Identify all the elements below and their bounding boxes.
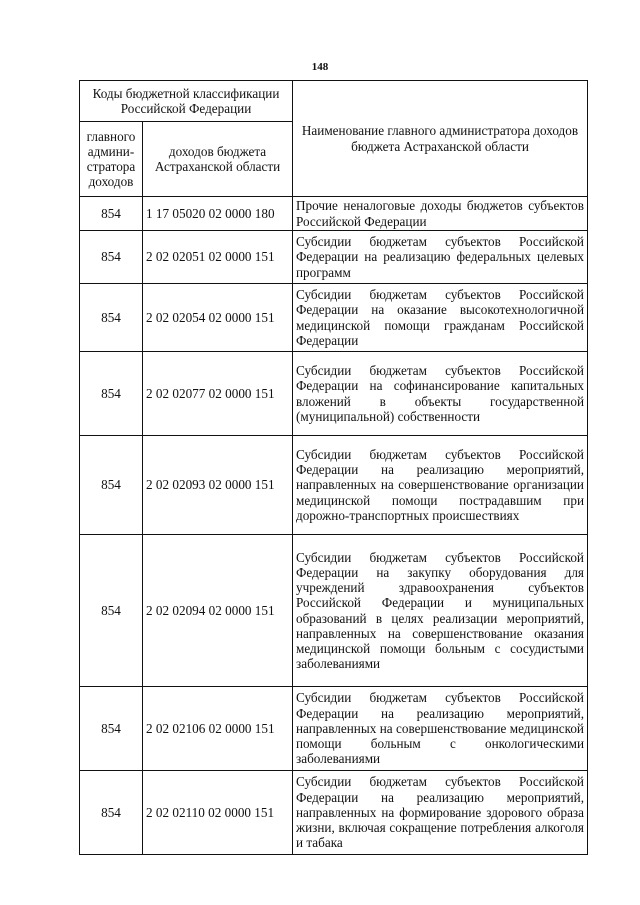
- administrator-name-cell: Субсидии бюджетам субъектов Российской Федерации на закупку оборудования для учреждений здравоохранения субъектов Российской Федерации и муниципальных образований в целях реализации мероприятий, направленных на совершенствование оказания медицинской помощи больным с сосудистыми заболеваниями: [293, 535, 588, 687]
- table-row: [80, 535, 588, 687]
- income-code-cell: 2 02 02051 02 0000 151: [143, 231, 293, 284]
- admin-code-cell: 854: [80, 231, 143, 284]
- income-code-cell: 2 02 02106 02 0000 151: [143, 687, 293, 771]
- table-row: [80, 197, 588, 231]
- header-main-administrator: главного админи-стратора доходов: [80, 122, 143, 197]
- admin-code-cell: 854: [80, 284, 143, 352]
- administrator-name-cell: Субсидии бюджетам субъектов Российской Федерации на реализацию мероприятий, направленных на совершенствование медицинской помощи больным с онкологическими заболеваниями: [293, 687, 588, 771]
- table-row: [80, 352, 588, 436]
- page-number: 148: [311, 61, 329, 73]
- budget-classification-table: [79, 80, 588, 855]
- income-code-cell: 2 02 02054 02 0000 151: [143, 284, 293, 352]
- admin-code-cell: 854: [80, 687, 143, 771]
- table-row: [80, 687, 588, 771]
- table-row: [80, 436, 588, 535]
- admin-code-cell: 854: [80, 352, 143, 436]
- administrator-name-cell: Субсидии бюджетам субъектов Российской Федерации на реализацию федеральных целевых программ: [293, 231, 588, 284]
- administrator-name-cell: Субсидии бюджетам субъектов Российской Федерации на реализацию мероприятий, направленных на совершенствование организации медицинской помощи пострадавшим при дорожно-транспортных происшествиях: [293, 436, 588, 535]
- income-code-cell: 2 02 02077 02 0000 151: [143, 352, 293, 436]
- table-row: [80, 284, 588, 352]
- header-budget-codes-group: Коды бюджетной классификации Российской Федерации: [80, 81, 293, 122]
- administrator-name-cell: Субсидии бюджетам субъектов Российской Федерации на реализацию мероприятий, направленных на формирование здорового образа жизни, включая сокращение потребления алкоголя и табака: [293, 771, 588, 855]
- table-header-row: [80, 81, 588, 122]
- income-code-cell: 2 02 02094 02 0000 151: [143, 535, 293, 687]
- income-code-cell: 2 02 02093 02 0000 151: [143, 436, 293, 535]
- admin-code-cell: 854: [80, 197, 143, 231]
- income-code-cell: 2 02 02110 02 0000 151: [143, 771, 293, 855]
- table-row: [80, 771, 588, 855]
- administrator-name-cell: Прочие неналоговые доходы бюджетов субъектов Российской Федерации: [293, 197, 588, 231]
- administrator-name-cell: Субсидии бюджетам субъектов Российской Федерации на софинансирование капитальных вложений в объекты государственной (муниципальной) собственности: [293, 352, 588, 436]
- admin-code-cell: 854: [80, 535, 143, 687]
- income-code-cell: 1 17 05020 02 0000 180: [143, 197, 293, 231]
- admin-code-cell: 854: [80, 436, 143, 535]
- header-administrator-name: Наименование главного администратора доходов бюджета Астраханской области: [293, 81, 588, 197]
- administrator-name-cell: Субсидии бюджетам субъектов Российской Федерации на оказание высокотехнологичной медицинской помощи гражданам Российской Федерации: [293, 284, 588, 352]
- admin-code-cell: 854: [80, 771, 143, 855]
- table-row: [80, 231, 588, 284]
- header-income-code: доходов бюджета Астраханской области: [143, 122, 293, 197]
